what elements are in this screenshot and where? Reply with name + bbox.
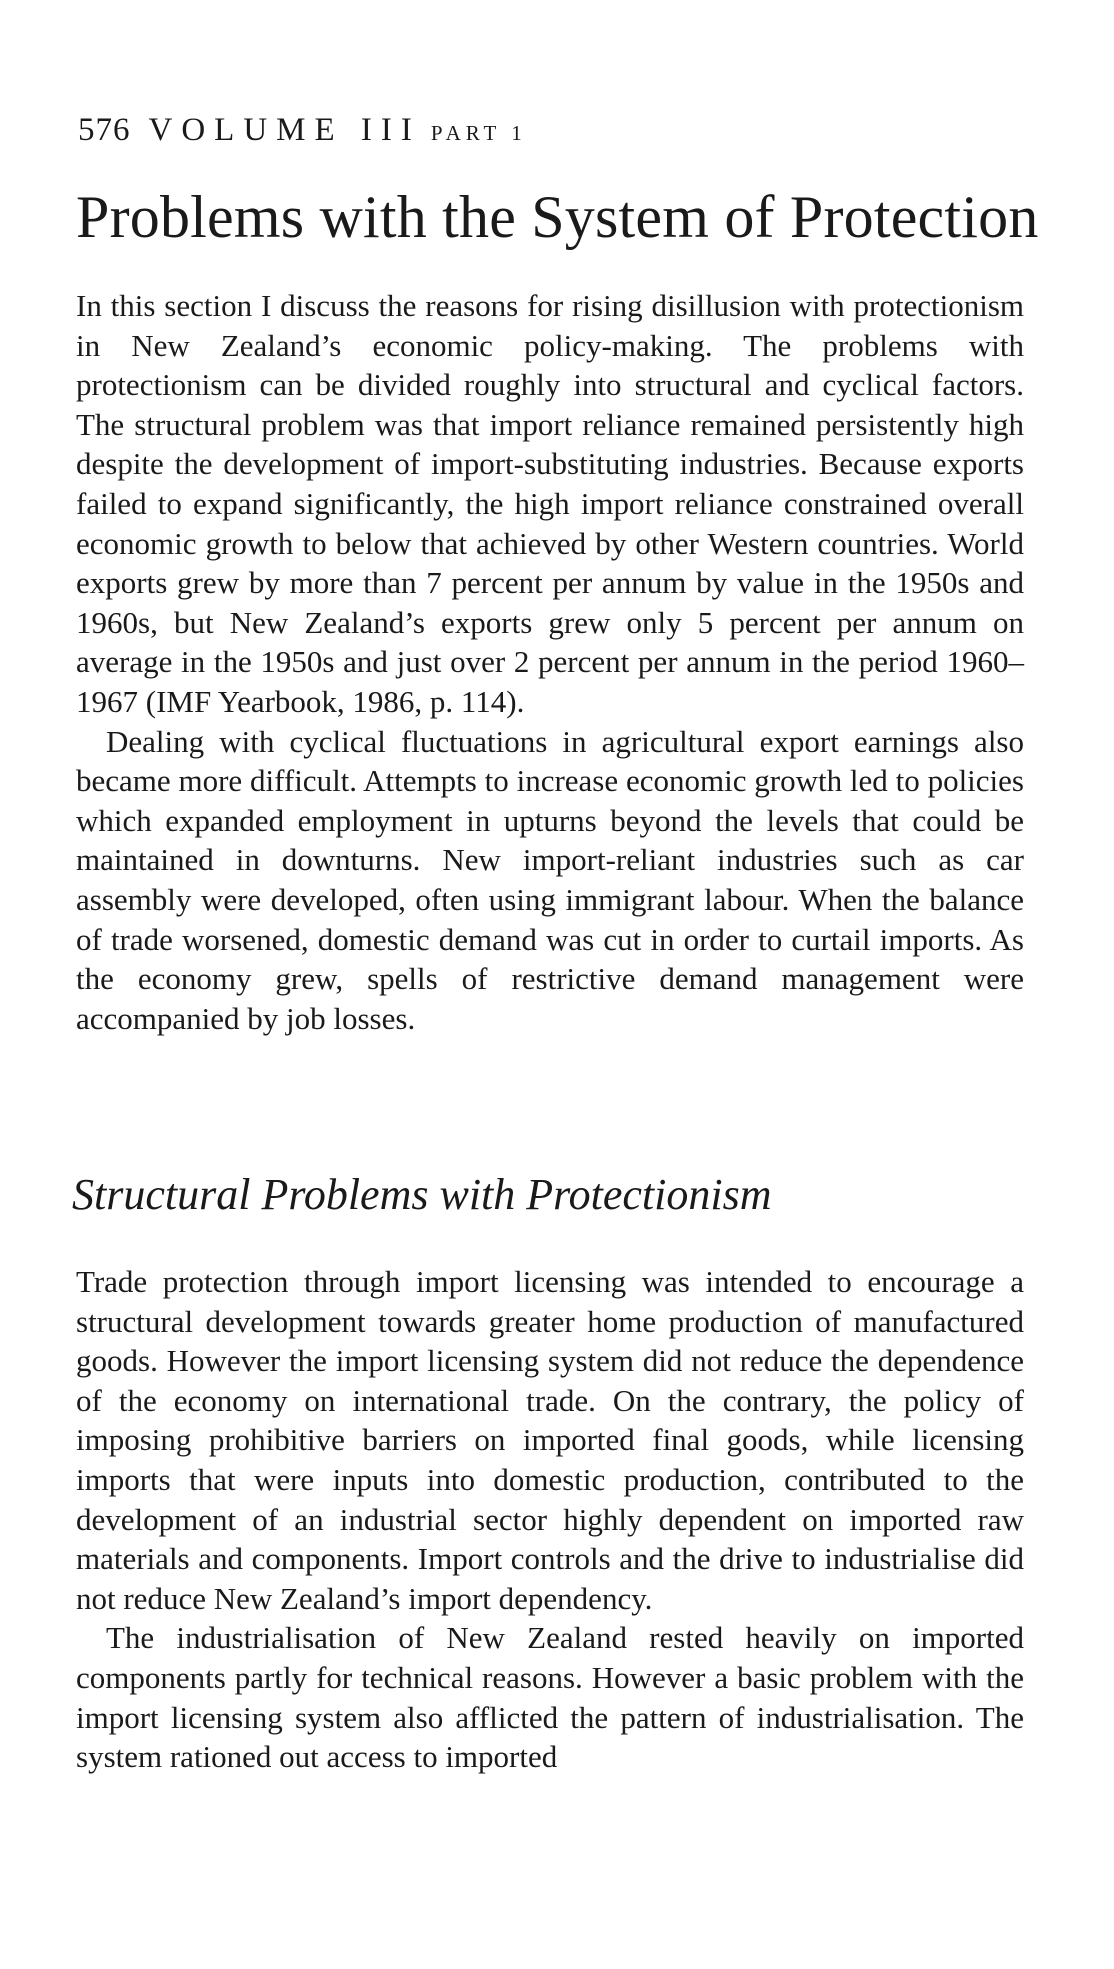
paragraph: In this section I discuss the reasons for rising disillusion with protectionism in New Zealand’s economic policy-making. The problems with protectionism can be divided roughly into structural and cyclical factors. The structural problem was that import reliance remained persistently high despite the development of import-substituting industries. Because exports failed to expand significantly, the high import reliance constrained overall economic growth to below that achieved by other Western countries. World exports grew by more than 7 percent per annum by value in the 1950s and 1960s, but New Zealand’s exports grew only 5 percent per annum on average in the 1950s and just over 2 percent per annum in the period 1960–1967 (IMF Yearbook, 1986, p. 114).	[76, 288, 1024, 719]
page-title: Problems with the System of Protection	[76, 184, 1039, 250]
volume-label: VOLUME III	[148, 112, 421, 148]
section-heading: Structural Problems with Protectionism	[72, 1170, 772, 1219]
part-label: PART 1	[430, 121, 527, 145]
paragraph: Dealing with cyclical fluctuations in agricultural export earnings also became more difficult. Attempts to increase economic growth led to policies which expanded employment in upturns beyond the levels that could be maintained in downturns. New import-reliant industries such as car assembly were developed, often using immigrant labour. When the balance of trade worsened, domestic demand was cut in order to curtail imports. As the economy grew, spells of restrictive demand management were accompanied by job losses.	[76, 723, 1024, 1036]
running-head	[78, 110, 527, 153]
page-number: 576	[78, 112, 131, 148]
paragraph: Trade protection through import licensing was intended to encourage a structural development towards greater home production of manufactured goods. However the import licensing system did not reduce the dependence of the economy on international trade. On the contrary, the policy of imposing prohibitive barriers on imported final goods, while licensing imports that were inputs into domestic production, contributed to the development of an industrial sector highly dependent on imported raw materials and components. Import controls and the drive to industrialise did not reduce New Zealand’s import dependency.	[76, 1264, 1024, 1616]
intro-body	[76, 286, 1024, 1038]
paragraph: The industrialisation of New Zealand rested heavily on imported components partly for technical reasons. However a basic problem with the import licensing system also afflicted the pattern of industrialisation. The system rationed out access to imported	[76, 1620, 1024, 1775]
section-body	[76, 1262, 1024, 1777]
